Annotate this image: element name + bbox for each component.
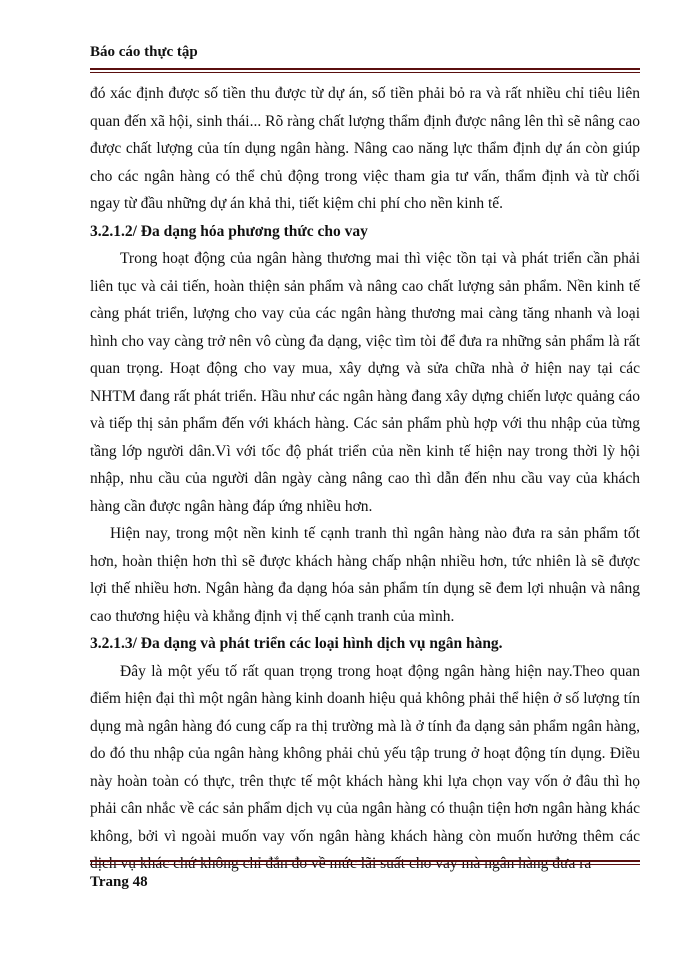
- footer-rule: [90, 860, 640, 865]
- paragraph-3: Hiện nay, trong một nền kinh tế cạnh tranh thì ngân hàng nào đưa ra sản phẩm tốt hơn, hoàn thiện hơn thì sẽ được khách hàng chấp nhận nhiều hơn, tức nhiên là sẽ được lợi thế nhiều hơn. Ngân hàng đa dạng hóa sản phẩm tín dụng sẽ đem lợi nhuận và nâng cao thương hiệu và khẳng định vị thế cạnh tranh của mình.: [90, 525, 640, 625]
- paragraph-2: Trong hoạt động của ngân hàng thương mai thì việc tồn tại và phát triển cần phải liên tục và cải tiến, hoàn thiện sản phẩm và nâng cao chất lượng sản phẩm. Nền kinh tế càng phát triển, lượng cho vay của các ngân hàng thương mai càng tăng nhanh và loại hình cho vay càng trở nên vô cùng đa dạng, việc tìm tòi để đưa ra những sản phẩm là rất quan trọng. Hoạt động cho vay mua, xây dựng và sửa chữa nhà ở hiện nay tại các NHTM đang rất phát triển. Hầu như các ngân hàng đang xây dựng chiến lược quảng cáo và tiếp thị sản phẩm đến với khách hàng. Các sản phẩm phù hợp với thu nhập của từng tầng lớp người dân.Vì với tốc độ phát triển của nền kinh tế hiện nay trong thời lỳ hội nhập, nhu cầu của người dân ngày càng nâng cao thì dẫn đến nhu cầu vay của khách hàng cần được ngân hàng đáp ứng nhiều hơn.: [90, 250, 640, 515]
- header-title: Báo cáo thực tập: [90, 44, 198, 60]
- section-heading-3-2-1-3: 3.2.1.3/ Đa dạng và phát triển các loại hình dịch vụ ngân hàng.: [90, 635, 503, 652]
- paragraph-4: Đây là một yếu tố rất quan trọng trong hoạt động ngân hàng hiện nay.Theo quan điểm hiện đại thì một ngân hàng kinh doanh hiệu quả không phải thể hiện ở số lượng tín dụng mà ngân hàng đó cung cấp ra thị trường mà là ở tính đa dạng sản phẩm ngân hàng, do đó thu nhập của ngân hàng không phải chủ yếu tập trung ở hoạt động tín dụng. Điều này hoàn toàn có thực, trên thực tế một khách hàng khi lựa chọn vay vốn ở đâu thì họ phải cân nhắc về các sản phẩm dịch vụ của ngân hàng có thuận tiện hơn ngân hàng khác không, bởi vì ngoài muốn vay vốn ngân hàng khách hàng còn muốn hưởng thêm các dịch vụ khác chứ không chỉ đắn đo về mức lãi suất cho vay mà ngân hàng đưa ra: [90, 662, 640, 872]
- page-number: Trang 48: [90, 874, 148, 890]
- header-rule: [90, 68, 640, 73]
- main-content: [90, 80, 640, 878]
- section-heading-3-2-1-2: 3.2.1.2/ Đa dạng hóa phương thức cho vay: [90, 222, 368, 240]
- paragraph-1: đó xác định được số tiền thu được từ dự án, số tiền phải bỏ ra và rất nhiều chỉ tiêu liên quan đến xã hội, sinh thái... Rõ ràng chất lượng thẩm định được nâng lên thì sẽ nâng cao được chất lượng của tín dụng ngân hàng. Nâng cao năng lực thẩm định dự án còn giúp cho các ngân hàng có thể chủ động trong việc tham gia tư vấn, thẩm định và từ chối ngay từ đầu những dự án khả thi, tiết kiệm chi phí cho nền kinh tế.: [90, 85, 640, 212]
